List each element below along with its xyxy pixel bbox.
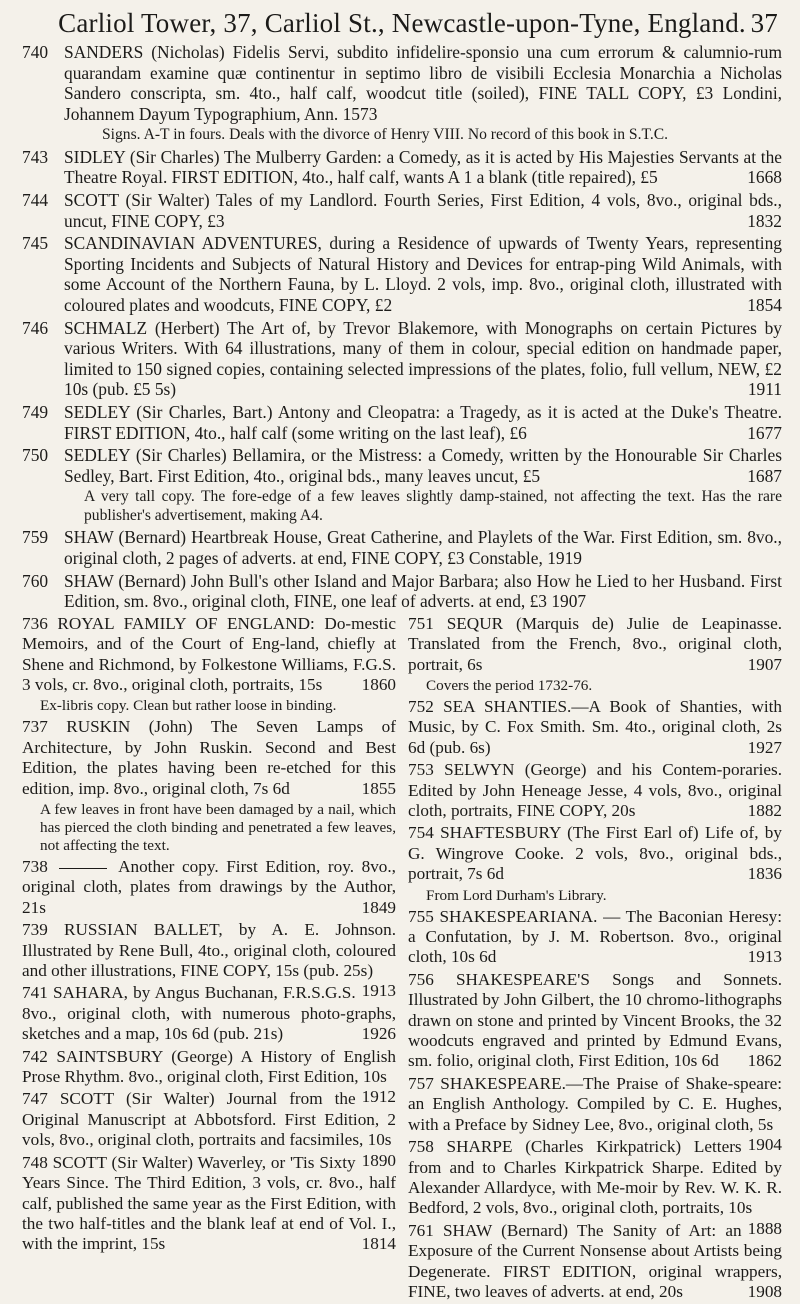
entry-year: 1927 [747, 737, 782, 757]
lot-number: 752 [408, 696, 434, 716]
entry-year: 1888 [747, 1218, 782, 1238]
entry-note: Ex-libris copy. Clean but rather loose in binding. [40, 697, 337, 715]
running-head-address: Carliol Tower, 37, Carliol St., Newcastle-upon-Tyne, England. [58, 8, 746, 38]
lot-number: 742 [22, 1046, 48, 1066]
entry-text: SHAKESPEARE.—The Praise of Shake-speare: an English Anthology. Compiled by C. E. Hughes, with a Preface by Sidney Lee, 8vo., original cloth, 5s [408, 1073, 782, 1134]
entry-year: 1860 [361, 674, 396, 694]
entry-text: SELWYN (George) and his Contem-poraries. Edited by John Heneage Jesse, 4 vols, 8vo., original cloth, portraits, FINE COPY, 20s [408, 760, 783, 820]
catalogue-entry [408, 1218, 782, 1303]
entry-text: SCANDINAVIAN ADVENTURES, during a Residence of upwards of Twenty Years, representing Sporting Incidents and Subjects of Natural History and Devices for entrap-ping Wild Animals, with some Account of the Northern Fauna, by L. Lloyd. 2 vols, imp. 8vo., original cloth, illustrated with coloured plates and woodcuts, FINE COPY, £2 [64, 233, 782, 316]
catalogue-entry [22, 717, 396, 799]
entry-year: 1836 [747, 864, 782, 884]
lot-number: 748 [22, 1152, 48, 1172]
entry-year: 1832 [747, 210, 782, 231]
entry-year: 1668 [747, 167, 782, 188]
entry-text: SANDERS (Nicholas) Fidelis Servi, subdito infidelire-sponsio una cum errorum & calumnio-rum quarandam examine quæ continentur in septimo libro de visibili Ecclesia Monarchia a Nicholas Sandero conscripta, sm. 4to., half calf, woodcut title (soiled), FINE TALL COPY, £3 Londini, Johannem Dayum Typographium, Ann. 1573 [64, 42, 782, 124]
entry-text: RUSSIAN BALLET, by A. E. Johnson. Illustrated by Rene Bull, 4to., original cloth, coloured and other illustrations, FINE COPY, 15s (pub. 25s) [22, 920, 396, 981]
entry-text: SHAFTESBURY (The First Earl of) Life of, by G. Wingrove Cooke. 2 vols, 8vo., original bds., portrait, 7s 6d [408, 823, 782, 884]
entry-text: SCOTT (Sir Walter) Waverley, or 'Tis Sixty Years Since. The Third Edition, 3 vols, cr. 8vo., half calf, published the same year as the First Edition, with the two half-titles and the blank leaf at end of Vol. I., with the imprint, 15s [22, 1152, 396, 1254]
catalogue-entry [22, 318, 782, 400]
entry-year: 1854 [747, 295, 782, 316]
lot-number: 739 [22, 920, 48, 940]
entry-year: 1862 [747, 1051, 782, 1071]
lot-number: 757 [408, 1073, 434, 1093]
lot-number: 740 [22, 42, 49, 62]
lot-number: 743 [22, 146, 49, 167]
entry-note: A few leaves in front have been damaged by a nail, which has pierced the cloth binding and penetrated a few leaves, not affecting the text. [40, 801, 396, 854]
entry-year: 1677 [747, 422, 782, 443]
lot-number: 750 [22, 445, 49, 466]
lot-number: 761 [408, 1220, 434, 1240]
lot-number: 746 [22, 317, 49, 338]
catalogue-entry [22, 571, 782, 612]
catalogue-entry [408, 823, 782, 884]
entry-year: 1814 [361, 1234, 396, 1254]
catalogue-entry [22, 614, 396, 696]
lot-number: 758 [408, 1137, 434, 1157]
lot-number: 736 [22, 613, 48, 633]
full-width-entries [22, 42, 782, 612]
lot-number: 744 [22, 190, 49, 211]
lot-number: 749 [22, 402, 49, 422]
entry-note: A very tall copy. The fore-edge of a few leaves slightly damp-stained, not affecting the text. Has the rare publisher's advertisement, making A4. [84, 488, 782, 524]
entry-text: SEDLEY (Sir Charles, Bart.) Antony and Cleopatra: a Tragedy, as it is acted at the Duke's Theatre. FIRST EDITION, 4to., half calf (some writing on the last leaf), £6 [64, 402, 782, 443]
catalogue-entry [408, 970, 782, 1072]
entry-year: 1911 [747, 379, 782, 400]
lot-number: 747 [22, 1089, 48, 1109]
two-column-section [22, 614, 782, 1304]
entry-year: 1912 [361, 1087, 396, 1107]
lot-number: 737 [22, 717, 48, 737]
entry-year: 1890 [361, 1150, 396, 1170]
entry-year: 1882 [747, 801, 782, 820]
catalogue-entry [408, 760, 782, 821]
entry-text: Another copy. First Edition, roy. 8vo., original cloth, plates from drawings by the Author, 21s [22, 857, 396, 917]
catalogue-entry [22, 983, 396, 1044]
ditto-rule [59, 868, 107, 869]
lot-number: 741 [22, 983, 48, 1003]
lot-number: 754 [408, 823, 434, 843]
lot-number: 760 [22, 570, 49, 591]
entry-text: ROYAL FAMILY OF ENGLAND: Do-mestic Memoirs, and of the Court of Eng-land, chiefly at Shene and Richmond, by Folkestone Williams, F.G.S. 3 vols, cr. 8vo., original cloth, portraits, 15s [22, 613, 397, 694]
lot-number: 738 [22, 857, 48, 876]
catalogue-entry [22, 857, 396, 918]
entry-year: 1904 [747, 1135, 782, 1155]
catalogue-entry [22, 233, 782, 315]
lot-number: 759 [22, 527, 49, 548]
catalogue-entry [22, 42, 782, 124]
catalogue-entry [408, 907, 782, 968]
entry-year: 1926 [361, 1024, 396, 1044]
entry-text: SEDLEY (Sir Charles) Bellamira, or the Mistress: a Comedy, written by the Honourable Sir Charles Sedley, Bart. First Edition, 4to., original bds., many leaves uncut, £5 [64, 445, 782, 486]
entry-text: SCOTT (Sir Walter) Journal from the Original Manuscript at Abbotsford. First Edition, 2 vols, 8vo., original cloth, portraits and facsimiles, 10s [22, 1089, 396, 1150]
entry-text: SCHMALZ (Herbert) The Art of, by Trevor Blakemore, with Monographs on certain Pictures by various Writers. With 64 illustrations, many of them in colour, special edition on handmade paper, limited to 150 signed copies, containing selected impressions of the plates, folio, full vellum, NEW, £2 10s (pub. £5 5s) [64, 317, 782, 400]
catalogue-entry [22, 1150, 396, 1255]
entry-text: SEA SHANTIES.—A Book of Shanties, with Music, by C. Fox Smith. Sm. 4to., original cloth, 2s 6d (pub. 6s) [408, 696, 783, 757]
catalogue-entry [22, 527, 782, 568]
left-column [22, 614, 396, 1304]
lot-number: 756 [408, 969, 434, 989]
lot-number: 753 [408, 760, 434, 780]
lot-number: 751 [408, 613, 434, 633]
catalogue-entry [22, 402, 782, 443]
entry-text: SIDLEY (Sir Charles) The Mulberry Garden: a Comedy, as it is acted by His Majesties Servants at the Theatre Royal. FIRST EDITION, 4to., half calf, wants A 1 a blank (title repaired), £5 [64, 146, 782, 188]
entry-year: 1687 [747, 465, 782, 486]
entry-text: SEQUR (Marquis de) Julie de Leapinasse. Translated from the French, 8vo., original cloth, portrait, 6s [408, 613, 783, 674]
page-number: 37 [750, 8, 778, 38]
entry-text: SHAW (Bernard) Heartbreak House, Great Catherine, and Playlets of the War. First Edition, sm. 8vo., original cloth, 2 pages of adverts. at end, FINE COPY, £3 Constable, [64, 527, 782, 568]
entry-text: SHARPE (Charles Kirkpatrick) Letters from and to Charles Kirkpatrick Sharpe. Edited by Alexander Allardyce, with Me-moir by Rev. W. K. R. Bedford, 2 vols, 8vo., original cloth, portraits, 10s [408, 1137, 782, 1218]
entry-year: 1913 [747, 947, 782, 967]
entry-text: SCOTT (Sir Walter) Tales of my Landlord. Fourth Series, First Edition, 4 vols, 8vo., original bds., uncut, FINE COPY, £3 [64, 190, 782, 231]
entry-year: 1907 [747, 654, 782, 674]
entry-note: Covers the period 1732-76. [426, 676, 593, 694]
entry-note: Signs. A-T in fours. Deals with the divorce of Henry VIII. No record of this book in S.T.C. [102, 126, 669, 144]
entry-text: RUSKIN (John) The Seven Lamps of Architecture, by John Ruskin. Second and Best Edition, the plates having been re-etched for this edition, imp. 8vo., original cloth, 7s 6d [22, 717, 396, 798]
lot-number: 755 [408, 906, 434, 926]
entry-text: SAINTSBURY (George) A History of English Prose Rhythm. 8vo., original cloth, First Edition, 10s [22, 1046, 396, 1087]
entry-year: 1907 [551, 591, 587, 612]
right-column [408, 614, 782, 1304]
entry-note: From Lord Durham's Library. [426, 886, 607, 904]
entry-year: 1855 [361, 778, 396, 798]
entry-year: 1849 [361, 897, 396, 917]
entry-text: SAHARA, by Angus Buchanan, F.R.S.G.S. 8vo., original cloth, with numerous photo-graphs, sketches and a map, 10s 6d (pub. 21s) [22, 983, 396, 1044]
running-head [22, 8, 782, 39]
entry-year: 1913 [361, 981, 396, 1001]
catalogue-entry [408, 697, 782, 758]
catalogue-entry [22, 445, 782, 486]
entry-year: 1908 [747, 1281, 782, 1301]
lot-number: 745 [22, 233, 49, 254]
entry-year: 1919 [547, 547, 582, 568]
entry-text: SHAW (Bernard) John Bull's other Island and Major Barbara; also How he Lied to her Husband. First Edition, sm. 8vo., original cloth, FINE, one leaf of adverts. at end, £3 [64, 570, 782, 612]
entry-text: SHAW (Bernard) The Sanity of Art: an Exposure of the Current Nonsense about Artists being Degenerate. FIRST EDITION, original wrappers, FINE, two leaves of adverts. at end, 20s [408, 1220, 782, 1301]
catalogue-entry [22, 190, 782, 231]
catalogue-entry [408, 614, 782, 675]
entry-text: SHAKESPEARE'S Songs and Sonnets. Illustrated by John Gilbert, the 10 chromo-lithographs drawn on stone and printed by Vincent Brooks, the 32 woodcuts engraved and printed by Edmund Evans, sm. folio, original cloth, First Edition, 10s 6d [408, 969, 782, 1071]
entry-text: SHAKESPEARIANA. — The Baconian Heresy: a Confutation, by J. M. Robertson. 8vo., original cloth, 10s 6d [408, 906, 783, 967]
catalogue-entry [22, 147, 782, 188]
